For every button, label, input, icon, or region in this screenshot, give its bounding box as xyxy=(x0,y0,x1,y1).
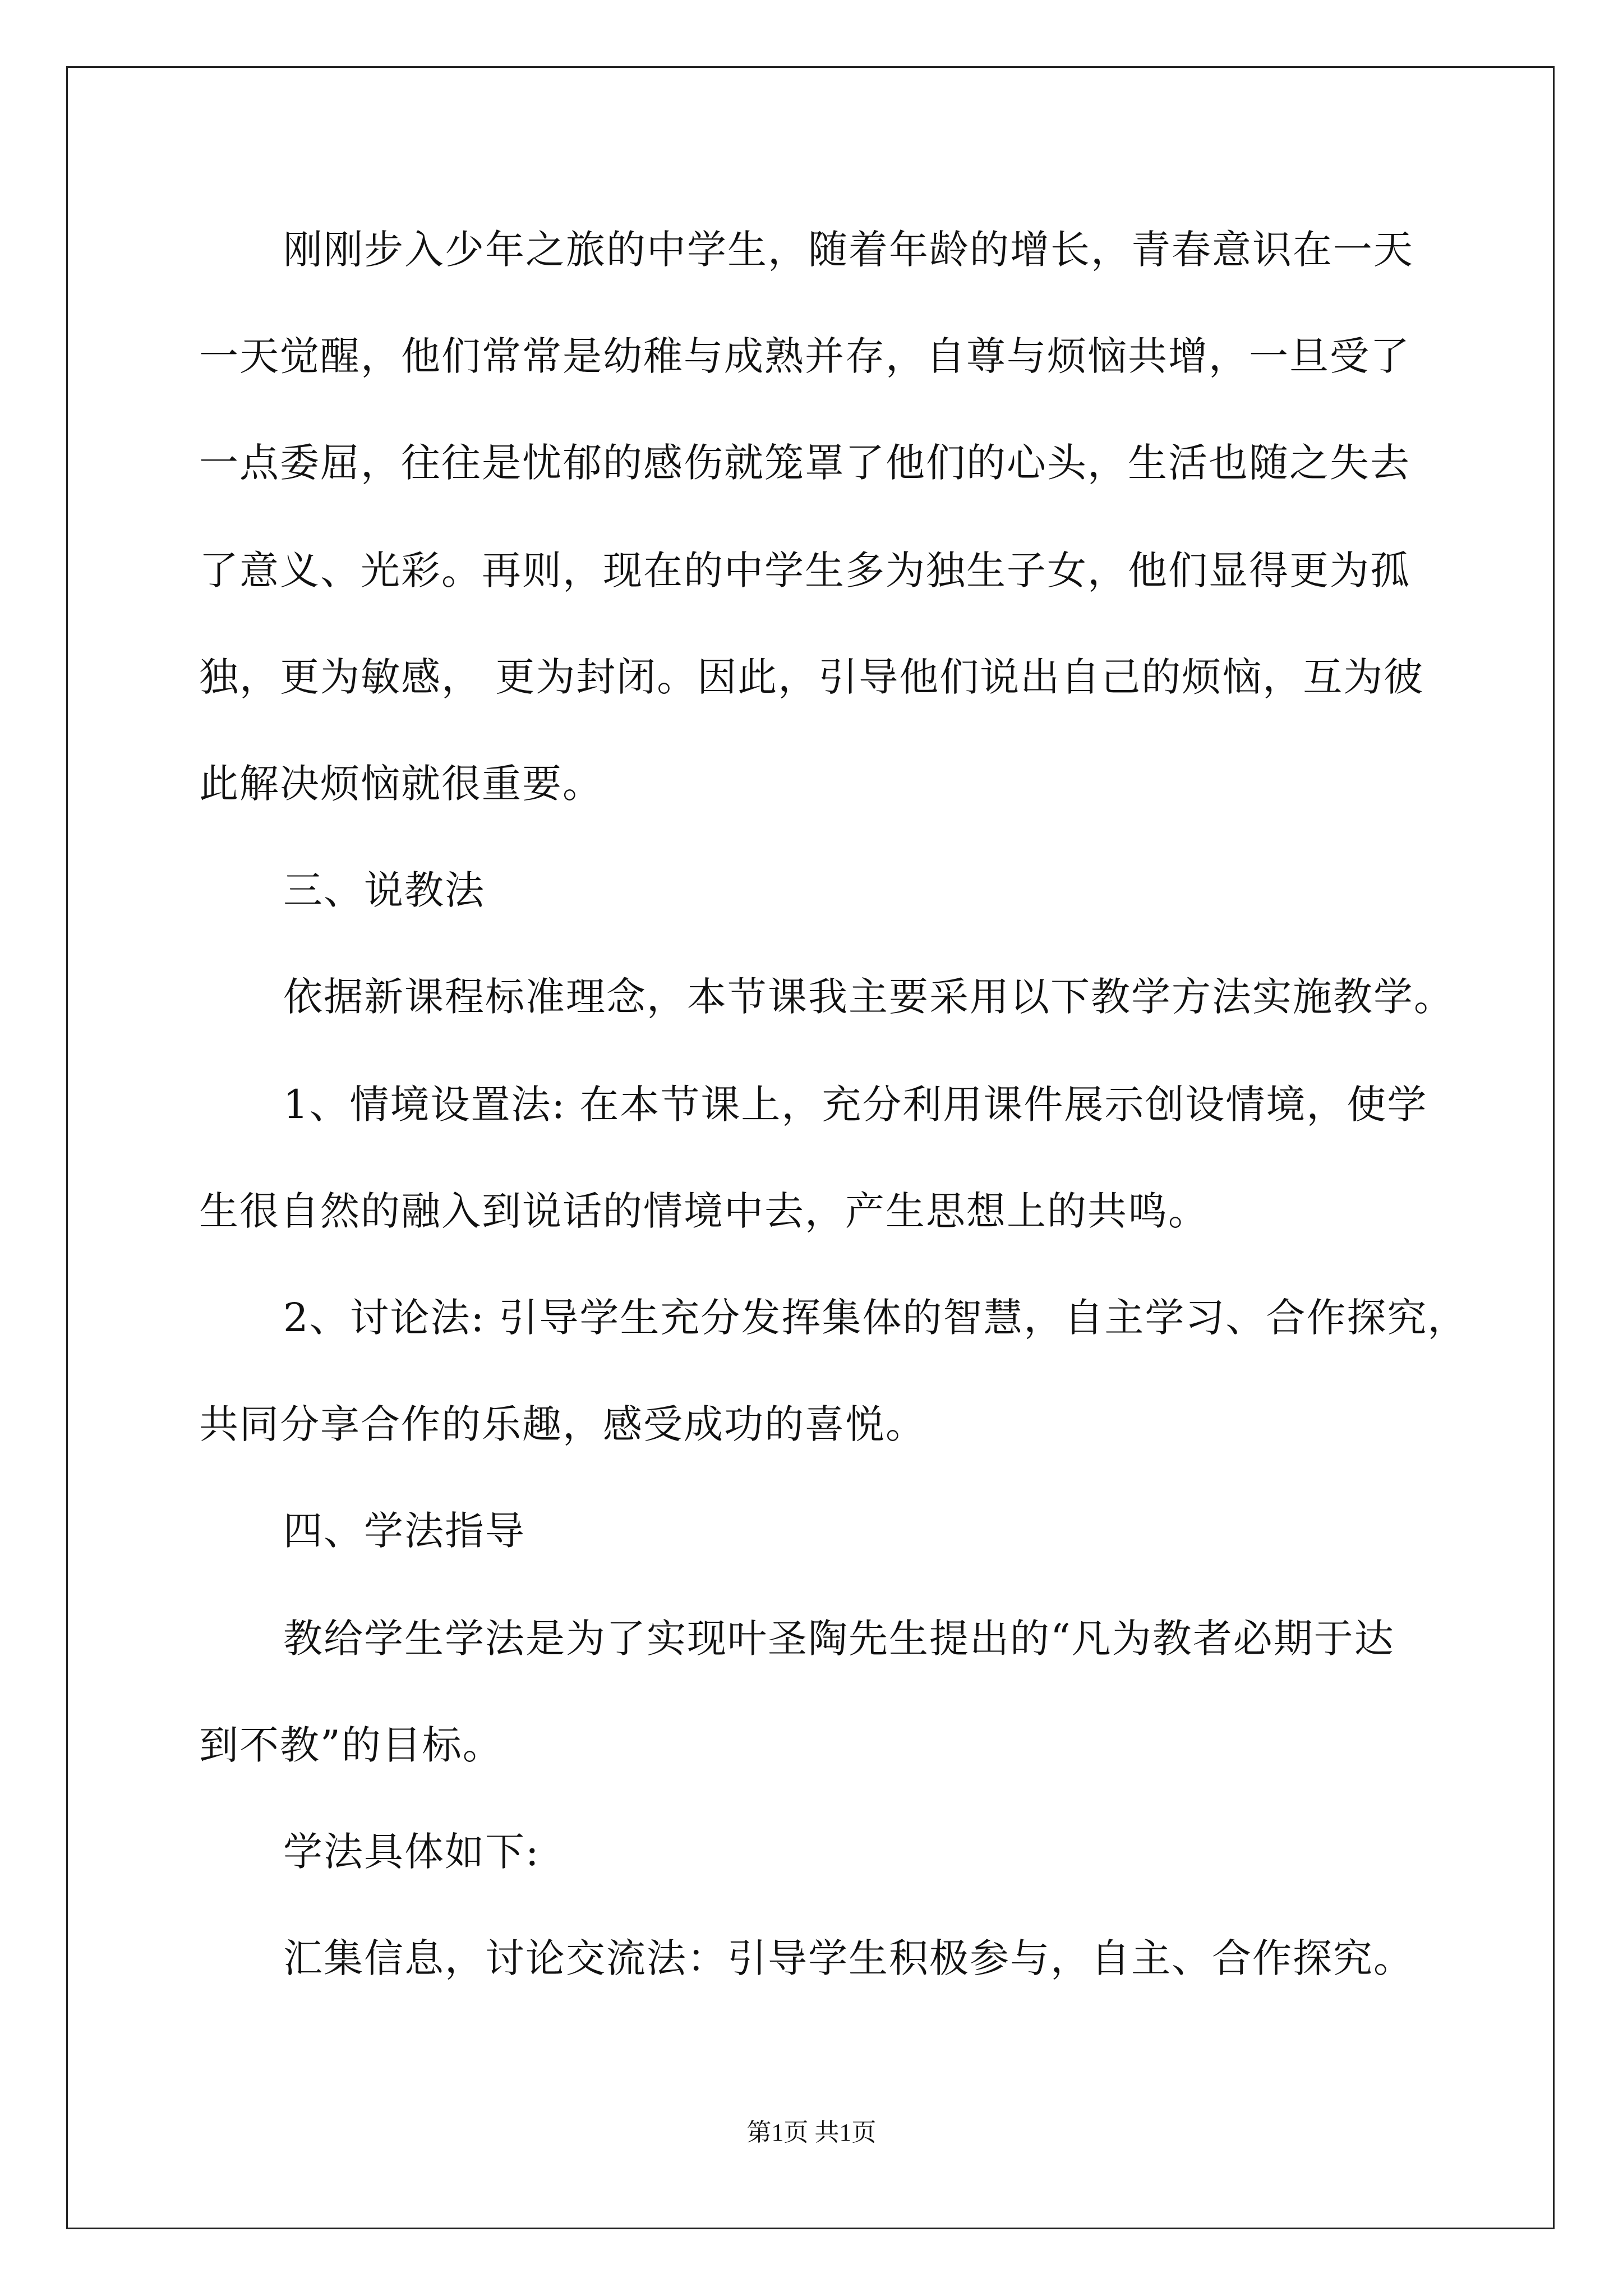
paragraph-line: 教给学生学法是为了实现叶圣陶先生提出的“凡为教者必期于达 xyxy=(283,1616,1395,1662)
paragraph-line: 一天觉醒，他们常常是幼稚与成熟并存，自尊与烦恼共增，一旦受了 xyxy=(199,333,1410,379)
paragraph-line: 2、讨论法: 引导学生充分发挥集体的智慧，自主学习、合作探究， xyxy=(283,1295,1468,1341)
paragraph-line: 汇集信息，讨论交流法：引导学生积极参与，自主、合作探究。 xyxy=(283,1935,1414,1981)
section-heading: 四、学法指导 xyxy=(283,1508,525,1554)
paragraph-line: 依据新课程标准理念，本节课我主要采用以下教学方法实施教学。 xyxy=(283,974,1454,1020)
section-heading: 三、说教法 xyxy=(283,867,485,913)
paragraph-line: 共同分享合作的乐趣，感受成功的喜悦。 xyxy=(199,1401,926,1447)
paragraph-line: 独，更为敏感， 更为封闭。因此，引导他们说出自己的烦恼，互为彼 xyxy=(199,654,1424,700)
page-border xyxy=(66,66,1555,2229)
paragraph-line: 1、情境设置法: 在本节课上，充分利用课件展示创设情境，使学 xyxy=(283,1082,1428,1128)
paragraph-line: 生很自然的融入到说话的情境中去，产生思想上的共鸣。 xyxy=(199,1188,1209,1234)
page-number-footer: 第1页 共1页 xyxy=(746,2119,877,2146)
paragraph-line: 刚刚步入少年之旅的中学生，随着年龄的增长，青春意识在一天 xyxy=(283,227,1414,273)
paragraph-line: 了意义、光彩。再则，现在的中学生多为独生子女，他们显得更为孤 xyxy=(199,547,1410,593)
paragraph-line: 一点委屈，往往是忧郁的感伤就笼罩了他们的心头，生活也随之失去 xyxy=(199,440,1410,486)
paragraph-line: 此解决烦恼就很重要。 xyxy=(199,761,603,807)
paragraph-line: 到不教”的目标。 xyxy=(199,1722,503,1768)
paragraph-line: 学法具体如下: xyxy=(283,1829,540,1875)
